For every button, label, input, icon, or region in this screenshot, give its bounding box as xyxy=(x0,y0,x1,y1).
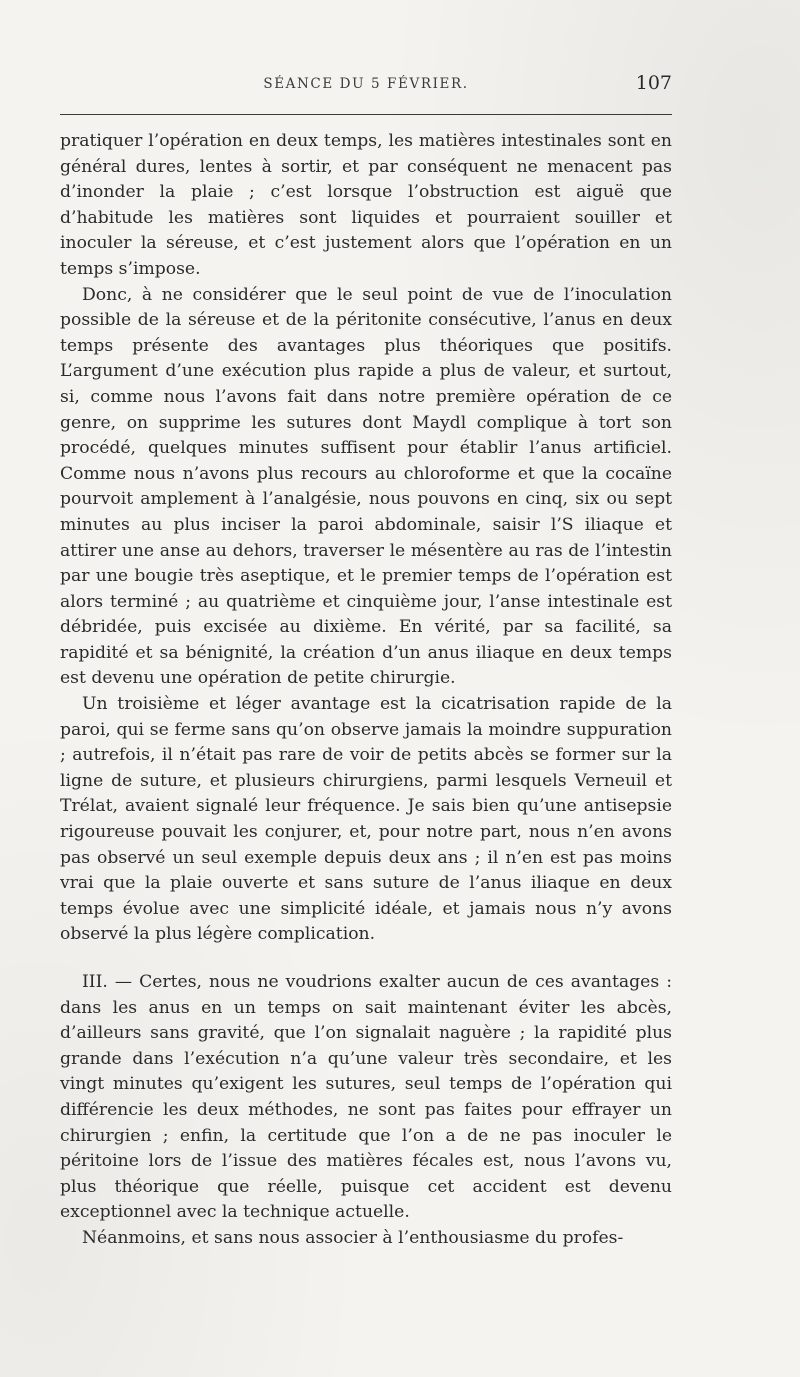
header-rule xyxy=(60,114,672,115)
paragraph-neanmoins: Néanmoins, et sans nous associer à l’enthousiasme du profes- xyxy=(82,1227,624,1248)
body-text xyxy=(60,129,672,1252)
paragraph-inoculation: Donc, à ne considérer que le seul point de vue de l’inoculation possible de la séreuse et de la péritonite consécutive, l’anus en deux temps présente des avantages plus théoriques que positifs. L’argument d’une exécution plus rapide a plus de valeur, et surtout, si, comme nous l’avons fait dans notre première opération de ce genre, on supprime les sutures dont Maydl complique à tort son procédé, quelques minutes suffisent pour établir l’anus artificiel. Comme nous n’avons plus recours au chloroforme et que la cocaïne pourvoit amplement à l’analgésie, nous pouvons en cinq, six ou sept minutes au plus inciser la paroi abdominale, saisir l’S iliaque et attirer une anse au dehors, traverser le mésentère au ras de l’intestin par une bougie très aseptique, et le premier temps de l’opération est alors terminé ; au quatrième et cinquième jour, l’anse intestinale est débridée, puis excisée au dixième. En vérité, par sa facilité, sa rapidité et sa bénignité, la création d’un anus iliaque en deux temps est devenu une opération de petite chirurgie. xyxy=(60,284,672,689)
paragraph-cicatrisation: Un troisième et léger avantage est la cicatrisation rapide de la paroi, qui se ferme sans qu’on observe jamais la moindre suppuration ; autrefois, il n’était pas rare de voir de petits abcès se former sur la ligne de suture, et plusieurs chirurgiens, parmi lesquels Verneuil et Trélat, avaient signalé leur fréquence. Je sais bien qu’une antisepsie rigoureuse pouvait les conjurer, et, pour notre part, nous n’en avons pas observé un seul exemple depuis deux ans ; il n’en est pas moins vrai que la plaie ouverte et sans suture de l’anus iliaque en deux temps évolue avec une simplicité idéale, et jamais nous n’y avons observé la plus légère complication. xyxy=(60,694,672,945)
paragraph-continuation: pratiquer l’opération en deux temps, les matières intestinales sont en général dures, lentes à sortir, et par conséquent ne menacent pas d’inonder la plaie ; c’est lorsque l’obstruction est aiguë que d’habitude les matières sont liquides et pourraient souiller et inoculer la séreuse, et c’est justement alors que l’opération en un temps s’impose. xyxy=(60,131,672,279)
page-header xyxy=(60,72,672,106)
running-title: SÉANCE DU 5 FÉVRIER. xyxy=(263,76,469,92)
page-number: 107 xyxy=(635,72,672,94)
paragraph-section-iii: III. — Certes, nous ne voudrions exalter aucun de ces avantages : dans les anus en un temps on sait maintenant éviter les abcès, d’ailleurs sans gravité, que l’on signalait naguère ; la rapidité plus grande dans l’exécution n’a qu’une valeur très secondaire, et les vingt minutes qu’exigent les sutures, seul temps de l’opération qui différencie les deux méthodes, ne sont pas faites pour effrayer un chirurgien ; enfin, la certitude que l’on a de ne pas inoculer le péritoine lors de l’issue des matières fécales est, nous l’avons vu, plus théorique que réelle, puisque cet accident est devenu exceptionnel avec la technique actuelle. xyxy=(60,972,672,1223)
